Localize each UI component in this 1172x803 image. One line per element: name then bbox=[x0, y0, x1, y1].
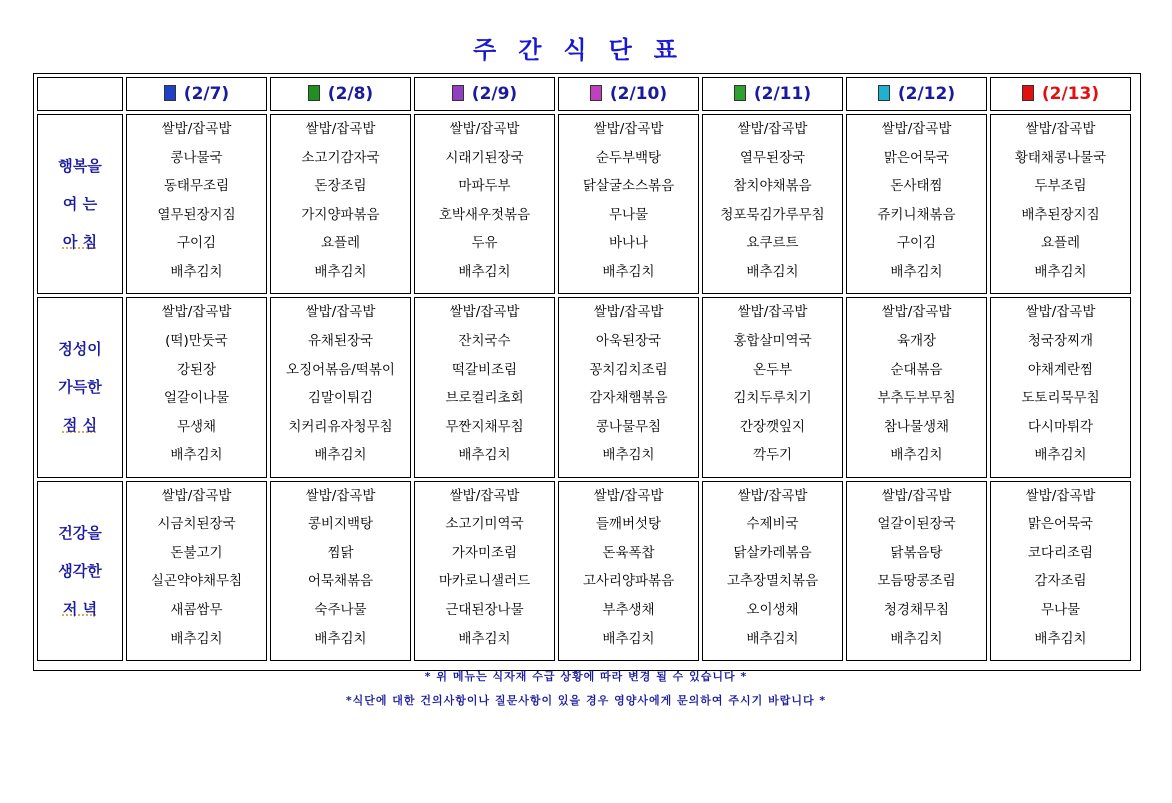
menu-cell bbox=[990, 297, 1131, 477]
day-badge-icon bbox=[590, 85, 602, 101]
menu-item: 감자채햄볶음 bbox=[589, 390, 668, 407]
menu-item: 콩나물무침 bbox=[595, 418, 662, 435]
menu-item: 쌀밥/잡곡밥 bbox=[161, 121, 232, 137]
menu-cell bbox=[414, 481, 555, 661]
page-title: 주간식단표 bbox=[473, 36, 699, 64]
day-badge-icon bbox=[164, 85, 176, 101]
menu-item: 쌀밥/잡곡밥 bbox=[737, 304, 808, 321]
menu-item: 쌀밥/잡곡밥 bbox=[593, 121, 664, 137]
day-header bbox=[846, 77, 987, 111]
menu-item: 잔치국수 bbox=[458, 332, 511, 349]
menu-cell bbox=[990, 481, 1131, 661]
menu-cell bbox=[702, 297, 843, 477]
menu-item: 배추김치 bbox=[602, 630, 655, 647]
day-date: (2/11) bbox=[753, 84, 812, 104]
menu-item: 김치두루치기 bbox=[733, 390, 812, 407]
day-header bbox=[126, 77, 267, 111]
meal-label-line: 아 침 bbox=[62, 233, 98, 252]
day-date: (2/7) bbox=[183, 84, 230, 104]
menu-item: 배추김치 bbox=[458, 447, 511, 464]
menu-cell bbox=[270, 481, 411, 661]
menu-item: 황태채콩나물국 bbox=[1014, 149, 1107, 166]
menu-item: 온두부 bbox=[752, 361, 793, 378]
menu-cell bbox=[558, 297, 699, 477]
menu-item: 마파두부 bbox=[458, 178, 511, 195]
menu-item: 숙주나물 bbox=[314, 602, 367, 619]
menu-cell bbox=[414, 114, 555, 294]
menu-item: 배추김치 bbox=[314, 630, 367, 647]
meal-label-line: 생각한 bbox=[58, 561, 102, 580]
menu-item: 꽁치김치조림 bbox=[589, 361, 668, 378]
menu-item: 구이김 bbox=[896, 235, 937, 252]
menu-item: 찜닭 bbox=[327, 544, 354, 561]
menu-item: 쌀밥/잡곡밥 bbox=[305, 304, 376, 321]
menu-item: 쥬키니채볶음 bbox=[877, 206, 956, 223]
menu-item: 코다리조림 bbox=[1027, 544, 1094, 561]
menu-cell bbox=[846, 297, 987, 477]
day-badge-icon bbox=[1022, 85, 1034, 101]
menu-item: 브로컬리초회 bbox=[445, 390, 524, 407]
menu-cell bbox=[414, 297, 555, 477]
day-date: (2/13) bbox=[1041, 84, 1100, 104]
menu-item: 쌀밥/잡곡밥 bbox=[305, 487, 376, 504]
menu-item: 얼갈이나물 bbox=[163, 390, 230, 407]
menu-item: 동태무조림 bbox=[163, 178, 230, 195]
menu-item: 배추김치 bbox=[890, 447, 943, 464]
day-header bbox=[990, 77, 1131, 111]
menu-item: 들깨버섯탕 bbox=[595, 516, 662, 533]
menu-cell bbox=[846, 481, 987, 661]
menu-item: 배추김치 bbox=[314, 447, 367, 464]
header-corner bbox=[37, 77, 123, 111]
meal-label bbox=[37, 114, 123, 294]
menu-item: 쌀밥/잡곡밥 bbox=[449, 487, 520, 504]
menu-item: 쌀밥/잡곡밥 bbox=[1025, 304, 1096, 321]
menu-item: 맑은어묵국 bbox=[1027, 516, 1094, 533]
menu-item: 근대된장나물 bbox=[445, 602, 524, 619]
menu-item: 배추김치 bbox=[890, 630, 943, 647]
menu-item: 청경채무침 bbox=[883, 602, 950, 619]
menu-item: 새콤쌈무 bbox=[170, 602, 223, 619]
menu-item: 순두부백탕 bbox=[595, 149, 662, 166]
menu-item: 요쿠르트 bbox=[746, 235, 799, 252]
menu-cell bbox=[126, 481, 267, 661]
menu-cell bbox=[702, 114, 843, 294]
menu-item: 배추김치 bbox=[458, 263, 511, 280]
menu-item: 순대볶음 bbox=[890, 361, 943, 378]
meal-row bbox=[37, 114, 1131, 294]
menu-item: 배추김치 bbox=[1034, 263, 1087, 280]
menu-item: 육개장 bbox=[896, 332, 937, 349]
day-date: (2/10) bbox=[609, 84, 668, 104]
meal-label-line: 저 녁 bbox=[62, 599, 98, 618]
menu-item: 요플레 bbox=[320, 235, 361, 252]
menu-cell bbox=[270, 297, 411, 477]
menu-item: 야채계란찜 bbox=[1027, 361, 1094, 378]
day-header bbox=[270, 77, 411, 111]
menu-item: 쌀밥/잡곡밥 bbox=[1025, 121, 1096, 137]
menu-item: 모듬땅콩조림 bbox=[877, 573, 956, 590]
meal-label-line: 행복을 bbox=[58, 157, 102, 176]
menu-item: 쌀밥/잡곡밥 bbox=[881, 487, 952, 504]
menu-item: 바나나 bbox=[608, 235, 649, 252]
day-header bbox=[414, 77, 555, 111]
menu-item: 배추된장지짐 bbox=[1021, 206, 1100, 223]
menu-item: 돈장조림 bbox=[314, 178, 367, 195]
menu-item: 도토리묵무침 bbox=[1021, 390, 1100, 407]
menu-cell bbox=[558, 481, 699, 661]
menu-item: 오이생채 bbox=[746, 602, 799, 619]
menu-item: 콩나물국 bbox=[170, 149, 223, 166]
menu-item: 쌀밥/잡곡밥 bbox=[1025, 487, 1096, 504]
menu-item: 쌀밥/잡곡밥 bbox=[737, 121, 808, 137]
menu-item: 참치야채볶음 bbox=[733, 178, 812, 195]
menu-cell bbox=[846, 114, 987, 294]
menu-item: 가지양파볶음 bbox=[301, 206, 380, 223]
menu-item: (떡)만둣국 bbox=[165, 332, 228, 349]
menu-item: 고사리양파볶음 bbox=[582, 573, 675, 590]
menu-item: 부추두부무침 bbox=[877, 390, 956, 407]
menu-item: 무짠지채무침 bbox=[445, 418, 524, 435]
menu-item: 아욱된장국 bbox=[595, 332, 662, 349]
menu-item: 쌀밥/잡곡밥 bbox=[161, 487, 232, 504]
menu-item: 감자조림 bbox=[1034, 573, 1087, 590]
note-supply-change: * 위 메뉴는 식자재 수급 상황에 따라 변경 될 수 있습니다 * bbox=[424, 670, 748, 683]
menu-item: 맑은어묵국 bbox=[883, 149, 950, 166]
menu-cell bbox=[558, 114, 699, 294]
menu-item: 청국장찌개 bbox=[1027, 332, 1094, 349]
menu-item: 소고기감자국 bbox=[301, 149, 380, 166]
menu-item: 쌀밥/잡곡밥 bbox=[305, 121, 376, 137]
menu-item: 김말이튀김 bbox=[307, 390, 374, 407]
meal-label bbox=[37, 297, 123, 477]
menu-item: 무생채 bbox=[176, 418, 217, 435]
menu-item: 무나물 bbox=[608, 206, 649, 223]
menu-item: 시래기된장국 bbox=[445, 149, 524, 166]
menu-item: 쌀밥/잡곡밥 bbox=[737, 487, 808, 504]
menu-item: 배추김치 bbox=[458, 630, 511, 647]
menu-item: 소고기미역국 bbox=[445, 516, 524, 533]
menu-item: 실곤약야채무침 bbox=[150, 573, 243, 590]
meal-label-line: 여 는 bbox=[62, 195, 98, 214]
menu-item: 강된장 bbox=[176, 361, 217, 378]
menu-item: 호박새우젓볶음 bbox=[438, 206, 531, 223]
menu-item: 오징어볶음/떡볶이 bbox=[286, 361, 395, 378]
menu-item: 배추김치 bbox=[170, 263, 223, 280]
menu-item: 수제비국 bbox=[746, 516, 799, 533]
meal-label-line: 점 심 bbox=[62, 416, 98, 435]
menu-item: 시금치된장국 bbox=[157, 516, 236, 533]
menu-item: 쌀밥/잡곡밥 bbox=[881, 121, 952, 137]
day-badge-icon bbox=[308, 85, 320, 101]
menu-item: 청포묵김가루무침 bbox=[720, 206, 825, 223]
meal-row bbox=[37, 481, 1131, 661]
menu-item: 배추김치 bbox=[1034, 630, 1087, 647]
menu-item: 요플레 bbox=[1040, 235, 1081, 252]
menu-item: 쌀밥/잡곡밥 bbox=[161, 304, 232, 321]
meal-label-line: 가득한 bbox=[58, 378, 102, 397]
menu-item: 돈불고기 bbox=[170, 544, 223, 561]
menu-table-frame bbox=[33, 73, 1141, 671]
header-row bbox=[37, 77, 1131, 111]
menu-item: 무나물 bbox=[1040, 602, 1081, 619]
menu-cell bbox=[270, 114, 411, 294]
day-date: (2/9) bbox=[471, 84, 518, 104]
weekly-menu-table bbox=[34, 74, 1134, 664]
menu-item: 배추김치 bbox=[890, 263, 943, 280]
menu-item: 쌀밥/잡곡밥 bbox=[449, 121, 520, 137]
menu-item: 구이김 bbox=[176, 235, 217, 252]
menu-item: 쌀밥/잡곡밥 bbox=[881, 304, 952, 321]
day-badge-icon bbox=[734, 85, 746, 101]
menu-item: 깍두기 bbox=[752, 447, 793, 464]
menu-item: 치커리유자청무침 bbox=[288, 418, 393, 435]
menu-item: 간장깻잎지 bbox=[739, 418, 806, 435]
menu-item: 두부조림 bbox=[1034, 178, 1087, 195]
menu-item: 어묵채볶음 bbox=[307, 573, 374, 590]
menu-item: 얼갈이된장국 bbox=[877, 516, 956, 533]
menu-cell bbox=[990, 114, 1131, 294]
menu-item: 열무된장지짐 bbox=[157, 206, 236, 223]
menu-cell bbox=[126, 297, 267, 477]
menu-item: 가자미조림 bbox=[451, 544, 518, 561]
menu-item: 떡갈비조림 bbox=[451, 361, 518, 378]
day-date: (2/12) bbox=[897, 84, 956, 104]
menu-item: 배추김치 bbox=[170, 447, 223, 464]
menu-item: 부추생채 bbox=[602, 602, 655, 619]
menu-item: 쌀밥/잡곡밥 bbox=[593, 487, 664, 504]
menu-item: 닭살카레볶음 bbox=[733, 544, 812, 561]
note-contact-dietitian: *식단에 대한 건의사항이나 질문사항이 있을 경우 영양사에게 문의하여 주시기 바랍니다 * bbox=[345, 694, 827, 707]
menu-item: 열무된장국 bbox=[739, 149, 806, 166]
menu-item: 배추김치 bbox=[602, 263, 655, 280]
menu-item: 닭볶음탕 bbox=[890, 544, 943, 561]
day-badge-icon bbox=[878, 85, 890, 101]
menu-item: 유채된장국 bbox=[307, 332, 374, 349]
day-badge-icon bbox=[452, 85, 464, 101]
menu-item: 배추김치 bbox=[746, 630, 799, 647]
day-header bbox=[702, 77, 843, 111]
menu-item: 돈육폭찹 bbox=[602, 544, 655, 561]
menu-cell bbox=[702, 481, 843, 661]
meal-row bbox=[37, 297, 1131, 477]
menu-item: 배추김치 bbox=[314, 263, 367, 280]
menu-item: 마카로니샐러드 bbox=[438, 573, 531, 590]
menu-item: 배추김치 bbox=[602, 447, 655, 464]
menu-item: 두유 bbox=[471, 235, 498, 252]
menu-item: 배추김치 bbox=[1034, 447, 1087, 464]
menu-item: 배추김치 bbox=[170, 630, 223, 647]
menu-item: 쌀밥/잡곡밥 bbox=[449, 304, 520, 321]
menu-item: 돈사태찜 bbox=[890, 178, 943, 195]
day-header bbox=[558, 77, 699, 111]
meal-label bbox=[37, 481, 123, 661]
menu-item: 홍합살미역국 bbox=[733, 332, 812, 349]
menu-item: 다시마튀각 bbox=[1027, 418, 1094, 435]
menu-item: 쌀밥/잡곡밥 bbox=[593, 304, 664, 321]
menu-item: 고추장멸치볶음 bbox=[726, 573, 819, 590]
menu-cell bbox=[126, 114, 267, 294]
meal-label-line: 정성이 bbox=[58, 340, 102, 359]
menu-item: 콩비지백탕 bbox=[307, 516, 374, 533]
meal-label-line: 건강을 bbox=[58, 523, 102, 542]
day-date: (2/8) bbox=[327, 84, 374, 104]
menu-item: 닭살굴소스볶음 bbox=[582, 178, 675, 195]
menu-item: 배추김치 bbox=[746, 263, 799, 280]
menu-item: 참나물생채 bbox=[883, 418, 950, 435]
